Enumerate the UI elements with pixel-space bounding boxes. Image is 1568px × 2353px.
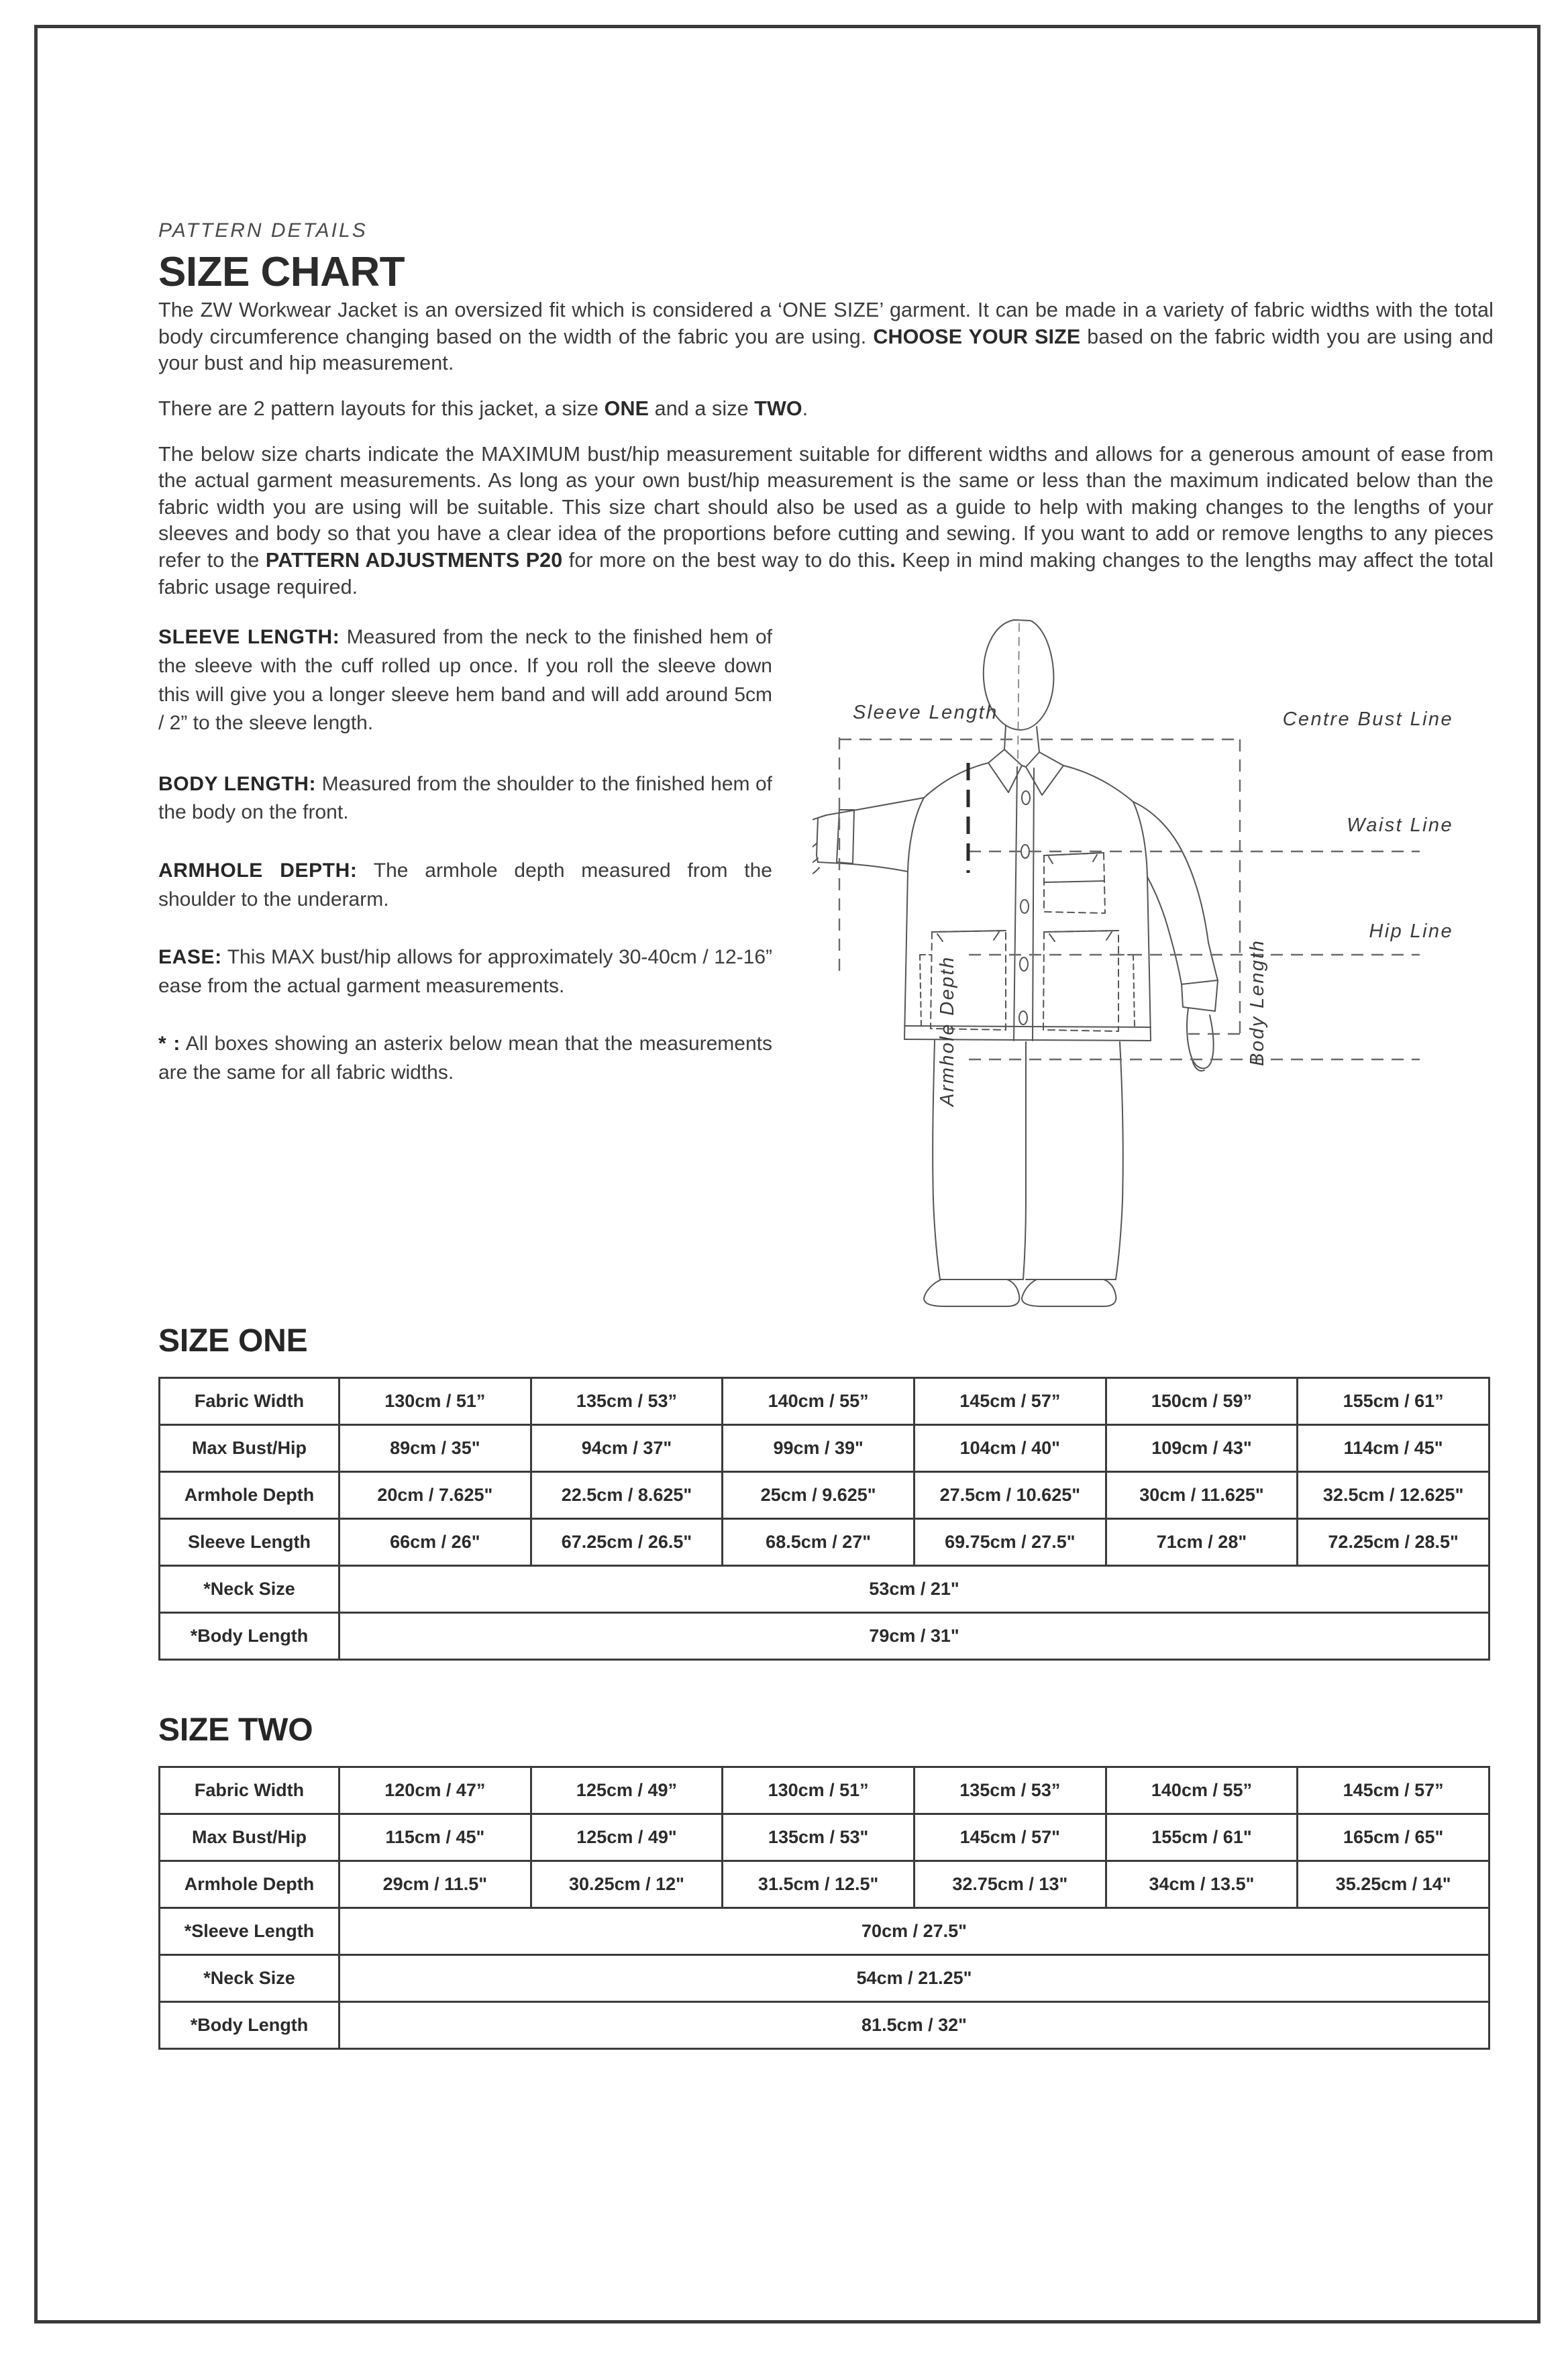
definition-body-length [158, 770, 772, 827]
table-row [160, 1955, 1489, 2002]
table-cell: 30cm / 11.625" [1106, 1472, 1298, 1519]
intro-p3-part-b: for more on the best way to do this [562, 549, 890, 572]
size-one-section [158, 1322, 1494, 1661]
table-cell: 30.25cm / 12" [531, 1861, 723, 1908]
row-label: *Neck Size [160, 1566, 339, 1613]
intro-paragraph-3 [158, 441, 1494, 601]
table-cell-merged: 70cm / 27.5" [339, 1908, 1489, 1955]
table-cell: 114cm / 45" [1298, 1425, 1489, 1472]
table-cell: 125cm / 49" [531, 1814, 723, 1861]
row-label: *Neck Size [160, 1955, 339, 2002]
label-waist-line: Waist Line [1347, 815, 1453, 837]
table-cell: 29cm / 11.5" [339, 1861, 531, 1908]
definition-term: * : [158, 1033, 180, 1055]
row-label: Fabric Width [160, 1378, 339, 1425]
definition-text: All boxes showing an asterix below mean that the measurements are the same for all fabric widths. [158, 1033, 772, 1084]
intro-p2-part-c: . [802, 397, 808, 420]
table-cell: 135cm / 53” [914, 1767, 1106, 1814]
table-cell: 104cm / 40" [914, 1425, 1106, 1472]
label-body-length: Body Length [1247, 939, 1268, 1067]
table-cell: 22.5cm / 8.625" [531, 1472, 723, 1519]
table-cell: 89cm / 35" [339, 1425, 531, 1472]
table-cell: 165cm / 65" [1298, 1814, 1489, 1861]
label-armhole-depth: Armhole Depth [937, 955, 958, 1107]
table-cell: 67.25cm / 26.5" [531, 1519, 723, 1566]
table-cell: 72.25cm / 28.5" [1298, 1519, 1489, 1566]
table-cell: 130cm / 51” [339, 1378, 531, 1425]
row-label: Armhole Depth [160, 1472, 339, 1519]
table-cell: 32.75cm / 13" [914, 1861, 1106, 1908]
table-cell: 109cm / 43" [1106, 1425, 1298, 1472]
table-row [160, 1908, 1489, 1955]
table-cell: 145cm / 57” [914, 1378, 1106, 1425]
table-cell: 145cm / 57" [914, 1814, 1106, 1861]
table-cell: 71cm / 28" [1106, 1519, 1298, 1566]
intro-p2-part-a: There are 2 pattern layouts for this jacket, a size [158, 397, 605, 420]
size-two-section [158, 1712, 1494, 2050]
size-one-table [158, 1377, 1490, 1661]
row-label: Sleeve Length [160, 1519, 339, 1566]
table-cell: 150cm / 59” [1106, 1378, 1298, 1425]
table-cell: 130cm / 51” [723, 1767, 914, 1814]
definition-armhole-depth [158, 857, 772, 914]
definition-text: Measured from the shoulder to the finished hem of the body on the front. [158, 772, 772, 824]
definition-sleeve-length [158, 623, 772, 737]
table-row [160, 1814, 1489, 1861]
table-cell: 31.5cm / 12.5" [723, 1861, 914, 1908]
label-hip-line: Hip Line [1369, 921, 1453, 943]
table-cell-merged: 53cm / 21" [339, 1566, 1489, 1613]
definition-asterix [158, 1030, 772, 1087]
table-cell-merged: 81.5cm / 32" [339, 2002, 1489, 2049]
intro-p2-bold-one: ONE [604, 397, 649, 420]
definition-term: EASE: [158, 946, 222, 969]
table-cell: 69.75cm / 27.5" [914, 1519, 1106, 1566]
table-row [160, 1519, 1489, 1566]
definition-term: BODY LENGTH: [158, 772, 317, 795]
table-cell: 155cm / 61” [1298, 1378, 1489, 1425]
size-two-table [158, 1766, 1490, 2050]
intro-p2-part-b: and a size [649, 397, 755, 420]
table-row [160, 1566, 1489, 1613]
definition-term: SLEEVE LENGTH: [158, 626, 340, 649]
table-cell: 35.25cm / 14" [1298, 1861, 1489, 1908]
table-row [160, 1613, 1489, 1660]
intro-p3-part-c: Keep in mind making changes to the lengths may affect the total fabric usage required. [158, 549, 1494, 598]
intro-p1-bold: CHOOSE YOUR SIZE [873, 325, 1081, 348]
row-label: *Body Length [160, 2002, 339, 2049]
intro-p1-part-b: based on the fabric width you are using and your bust and hip measurement. [158, 325, 1494, 375]
row-label: Fabric Width [160, 1767, 339, 1814]
page-frame [34, 25, 1540, 2323]
definition-text: Measured from the neck to the finished hem of the sleeve with the cuff rolled up once. If you roll the sleeve down this will give you a longer sleeve hem band and will add around 5cm / 2” to the sleeve length. [158, 626, 772, 735]
table-cell: 115cm / 45" [339, 1814, 531, 1861]
definition-text: The armhole depth measured from the shoulder to the underarm. [158, 859, 772, 910]
label-centre-bust-line: Centre Bust Line [1282, 709, 1453, 731]
row-label: Armhole Depth [160, 1861, 339, 1908]
intro-p3-bold: PATTERN ADJUSTMENTS P20 [265, 549, 563, 572]
table-row [160, 2002, 1489, 2049]
table-row [160, 1425, 1489, 1472]
table-cell: 68.5cm / 27" [723, 1519, 914, 1566]
table-cell: 94cm / 37" [531, 1425, 723, 1472]
table-cell: 99cm / 39" [723, 1425, 914, 1472]
table-cell: 66cm / 26" [339, 1519, 531, 1566]
intro-paragraph-1 [158, 297, 1494, 377]
table-row [160, 1378, 1489, 1425]
table-row [160, 1861, 1489, 1908]
definition-term: ARMHOLE DEPTH: [158, 859, 358, 882]
table-cell: 27.5cm / 10.625" [914, 1472, 1106, 1519]
table-cell: 125cm / 49” [531, 1767, 723, 1814]
definitions-column [158, 623, 772, 1087]
table-row [160, 1472, 1489, 1519]
table-cell: 140cm / 55” [1106, 1767, 1298, 1814]
table-row [160, 1767, 1489, 1814]
definition-ease [158, 943, 772, 1000]
definition-text: This MAX bust/hip allows for approximately 30-40cm / 12-16” ease from the actual garment measurements. [158, 946, 772, 997]
definitions-and-illustration [158, 623, 1494, 1281]
table-cell: 155cm / 61" [1106, 1814, 1298, 1861]
table-cell: 120cm / 47” [339, 1767, 531, 1814]
jacket-measurement-illustration [813, 596, 1497, 1308]
row-label: Max Bust/Hip [160, 1814, 339, 1861]
row-label: *Body Length [160, 1613, 339, 1660]
table-cell-merged: 79cm / 31" [339, 1613, 1489, 1660]
row-label: Max Bust/Hip [160, 1425, 339, 1472]
size-two-heading: SIZE TWO [158, 1712, 313, 1748]
page-title: SIZE CHART [158, 249, 405, 295]
table-cell: 140cm / 55” [723, 1378, 914, 1425]
intro-paragraph-2 [158, 396, 1494, 423]
table-cell: 20cm / 7.625" [339, 1472, 531, 1519]
page-content [158, 219, 1494, 2050]
eyebrow-label: PATTERN DETAILS [158, 219, 368, 242]
table-cell: 34cm / 13.5" [1106, 1861, 1298, 1908]
intro-p1-part-a: The ZW Workwear Jacket is an oversized fit which is considered a ‘ONE SIZE’ garment. It can be made in a variety of fabric widths with the total body circumference changing based on the width of the fabric you are using. [158, 299, 1494, 348]
table-cell: 135cm / 53" [723, 1814, 914, 1861]
size-one-heading: SIZE ONE [158, 1323, 308, 1359]
table-cell: 135cm / 53” [531, 1378, 723, 1425]
row-label: *Sleeve Length [160, 1908, 339, 1955]
intro-p3-bold-stop: . [890, 549, 896, 572]
intro-p3-part-a: The below size charts indicate the MAXIMUM bust/hip measurement suitable for different widths and allows for a generous amount of ease from the actual garment measurements. As long as your own bust/hip measurement is the same or less than the maximum indicated below than the fabric width you are using will be suitable. This size chart should also be used as a guide to help with making changes to the lengths of your sleeves and body so that you have a clear idea of the proportions before cutting and sewing. If you want to add or remove lengths to any pieces refer to the [158, 442, 1494, 572]
label-sleeve-length: Sleeve Length [853, 702, 998, 724]
intro-p2-bold-two: TWO [754, 397, 802, 420]
table-cell: 145cm / 57” [1298, 1767, 1489, 1814]
table-cell-merged: 54cm / 21.25" [339, 1955, 1489, 2002]
table-cell: 25cm / 9.625" [723, 1472, 914, 1519]
table-cell: 32.5cm / 12.625" [1298, 1472, 1489, 1519]
